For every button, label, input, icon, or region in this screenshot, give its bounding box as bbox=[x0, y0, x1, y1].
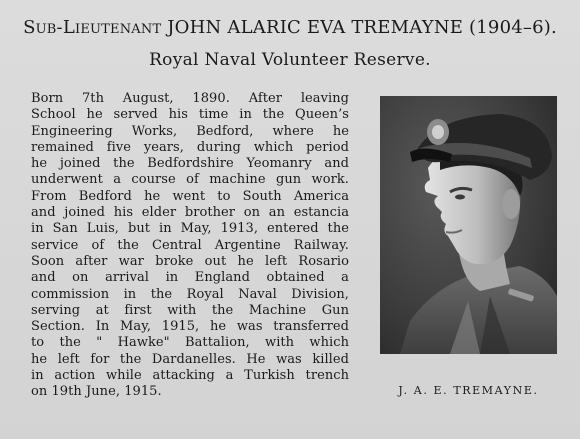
biography-line: underwent a course of machine gun work. bbox=[31, 172, 349, 188]
biography-line: he joined the Bedfordshire Yeomanry and bbox=[31, 156, 349, 172]
biography-line: he left for the Dardanelles. He was killed bbox=[31, 351, 349, 367]
portrait-photo bbox=[380, 96, 557, 354]
biography-line: and on arrival in England obtained a bbox=[31, 270, 349, 286]
biography-line: service of the Central Argentine Railway. bbox=[31, 237, 349, 253]
biography-line: in action while attacking a Turkish trench bbox=[31, 368, 349, 384]
biography-line: Section. In May, 1915, he was transferred bbox=[31, 319, 349, 335]
biography-line: School he served his time in the Queen’s bbox=[31, 107, 349, 123]
biography-line: remained five years, during which period bbox=[31, 139, 349, 155]
person-name: JOHN ALARIC EVA TREMAYNE bbox=[167, 17, 464, 38]
biography-line: Engineering Works, Bedford, where he bbox=[31, 123, 349, 139]
biography-line: Born 7th August, 1890. After leaving bbox=[31, 91, 349, 106]
biography-line: From Bedford he went to South America bbox=[31, 188, 349, 204]
rank-label: Sub-Lieutenant bbox=[23, 17, 162, 38]
school-years: (1904–6). bbox=[469, 17, 557, 38]
biography-line: and joined his elder brother on an estancia bbox=[31, 205, 349, 221]
biography-line: commission in the Royal Naval Division, bbox=[31, 286, 349, 302]
biography-text bbox=[31, 91, 349, 401]
biography-line: serving at first with the Machine Gun bbox=[31, 302, 349, 318]
biography-line: to the " Hawke" Battalion, with which bbox=[31, 335, 349, 351]
biography-line: on 19th June, 1915. bbox=[31, 384, 162, 400]
unit-subtitle: Royal Naval Volunteer Reserve. bbox=[149, 50, 431, 70]
page-title bbox=[0, 17, 580, 38]
biography-line: in San Luis, but in May, 1913, entered the bbox=[31, 221, 349, 237]
portrait-caption: J. A. E. TREMAYNE. bbox=[398, 384, 539, 397]
biography-line: Soon after war broke out he left Rosario bbox=[31, 253, 349, 269]
